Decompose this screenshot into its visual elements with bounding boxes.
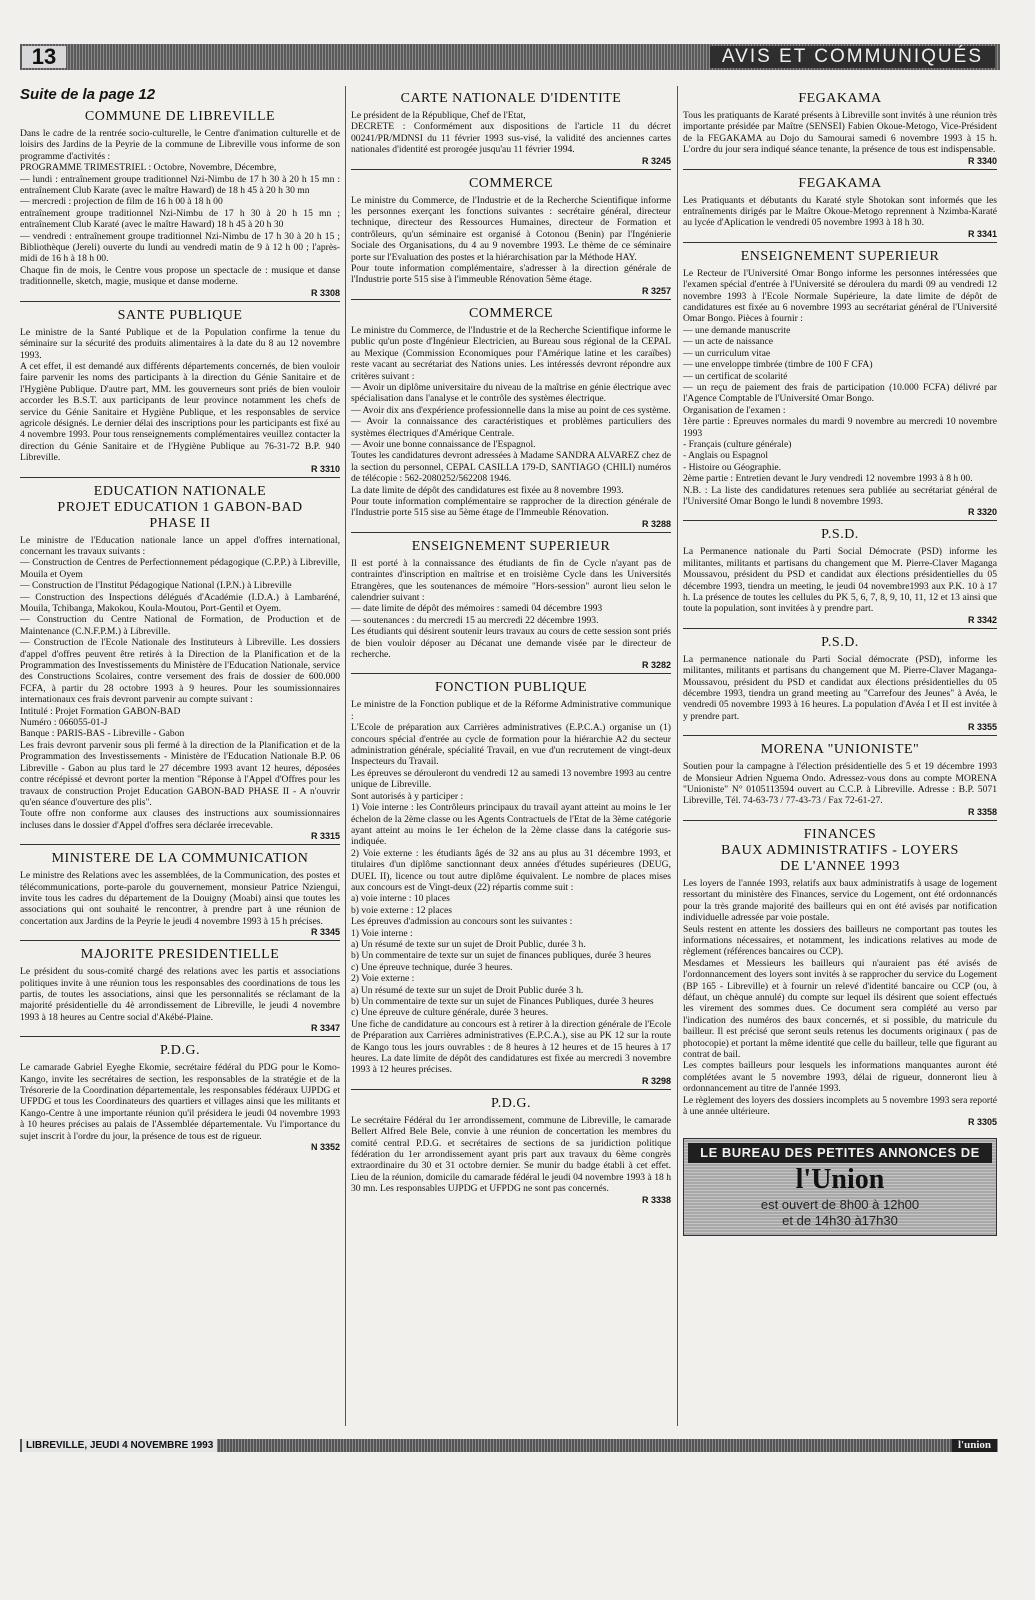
notice-paragraph: La Permanence nationale du Parti Social Démocrate (PSD) informe les militantes, militants et partisans du changement que M. Pierre-Claver Maganga Moussavou, président du PSD et candidat aux élections présidentielles du 05 décembre 1993, tiendra un meeting, le jeudi 04 novembre1993 aux P.K. 10 à 17 h. La présence de toutes les cellules du PK 5, 6, 7, 8, 9, 10, 11, 12 et 13 ainsi que toute la population, sont invitées à y prendre part. xyxy=(683,546,997,615)
notice-paragraph: Toute offre non conforme aux clauses des instructions aux soumissionnaires incluses dans le dossier d'Appel d'offres sera déclarée irrecevable. xyxy=(20,808,340,831)
notice-paragraph: Chaque fin de mois, le Centre vous propose un spectacle de : musique et danse traditionnelle, sketch, magie, musique et danse moderne. xyxy=(20,264,340,288)
notice-paragraph: Mesdames et Messieurs les bailleurs qui n'auraient pas été avisés de l'ordonnancement des loyers sont invités à se rapprocher du service du Logement (BP 165 - Libreville) et à fournir un relevé d'identité bancaire ou CCP (ou, à défaut, un chèque annulé) du compte sur lequel ils désirent que soient effectués les virement des sommes dues. Ce document sera complété au verso par l'indication des numéros des baux concernés, et si possible, du matricule du bailleur. Il est précisé que seront seuls retenus les documents originaux ( pas de photocopie) et portant la même identité que celle du bailleur, telle que figurant au contrat de bail. xyxy=(683,957,997,1060)
notice xyxy=(683,176,997,243)
notice xyxy=(351,539,671,675)
notice-paragraph: — Avoir une bonne connaissance de l'Espagnol. xyxy=(351,438,536,450)
notice-title xyxy=(20,308,340,324)
notice-paragraph: 1) Voie interne : xyxy=(351,927,413,939)
notice-reference: R 3320 xyxy=(967,507,997,518)
notice-paragraph: — Avoir dix ans d'expérience professionnelle dans la mise au point de ces système. xyxy=(351,404,671,416)
notice-title-line: P.D.G. xyxy=(160,1043,200,1059)
notice-reference: R 3310 xyxy=(310,463,340,474)
notice xyxy=(20,851,340,941)
notice-paragraph: Tous les pratiquants de Karaté présents à Libreville sont invités à une réunion très importante présidée par Maître (SENSEI) Fabien Okoue-Metogo, Vice-Président de la FEGAKAMA au Dojo du Samourai samedi 6 novembre 1993 à 15 h. L'ordre du jour sera indiqué séance tenante, la présence de tous est indispensable. xyxy=(683,110,997,156)
notice-paragraph: Le président de la République, Chef de l'Etat, xyxy=(351,110,526,121)
notice-title xyxy=(683,249,997,265)
notice-title-line: CARTE NATIONALE D'IDENTITE xyxy=(400,91,622,106)
notice-paragraph: — un acte de naissance xyxy=(683,336,774,348)
notice-title xyxy=(351,306,671,322)
notice-title xyxy=(20,484,340,532)
notice-paragraph: — Construction de l'Ecole Nationale des Instituteurs à Libreville. Les dossiers d'appel d'offres peuvent être retirés à la Direction de la Planification et de la Programmation des Investissements du Ministère de l'Education Nationale, service des Constructions Scolaires, contre versement des frais de dossier de 600.000 FCFA, à partir du 28 octobre 1993 à 9 heures. Pour les soumissionnaires internationaux ces frais devront parvenir au compte suivant : xyxy=(20,637,340,706)
notice-paragraph: Le ministre de la Santé Publique et de la Population confirme la tenue du séminaire sur la sécurité des produits alimentaires à la date du 8 au 12 novembre 1993. xyxy=(20,326,340,361)
notice-paragraph: — soutenances : du mercredi 15 au mercredi 22 décembre 1993. xyxy=(351,614,599,626)
ad-title: l'Union xyxy=(795,1164,885,1196)
notice xyxy=(351,680,671,1089)
footer-dateline: LIBREVILLE, JEUDI 4 NOVEMBRE 1993 xyxy=(22,1439,217,1452)
notice-reference: R 3340 xyxy=(967,155,997,166)
notice-title-line: EDUCATION NATIONALE xyxy=(93,483,267,499)
ad-hours-morning: est ouvert de 8h00 à 12h00 xyxy=(760,1197,920,1213)
notice-reference: R 3245 xyxy=(641,155,671,166)
notice-paragraph: Le ministre des Relations avec les assemblées, de la Communication, des postes et télécommunications, porte-parole du gouvernement, monsieur Patrice Nziengui, invite tous les cadres du département de la Douigny (Moabi) ainsi que toutes les associations qui ont souhaité le rencontrer, à prendre part à une réunion de concertation aux Jardins de la Peyrie le jeudi 4 novembre 1993 à 15 h précises. xyxy=(20,870,340,927)
notice-paragraph: — lundi : entraînement groupe traditionnel Nzi-Nimbu de 17 h 30 à 20 h 15 mn : entraînement Club Karate (avec le maître Haward) de 18 h 45 à 20 h 30 mn xyxy=(20,173,340,197)
notice-title-line: FONCTION PUBLIQUE xyxy=(435,680,587,696)
notice xyxy=(20,109,340,302)
notice-paragraph: — Construction des Inspections délégués d'Académie (I.D.A.) à Lambaréné, Mouila, Tchibanga, Makokou, Koula-Moutou, Port-Gentil et Oyem. xyxy=(20,591,340,614)
notice-paragraph: Sont autorisés à y participer : xyxy=(351,790,464,802)
notice xyxy=(683,742,997,821)
notice-paragraph: PROGRAMME TRIMESTRIEL : Octobre, Novembre, Décembre, xyxy=(20,162,277,174)
notice-paragraph: — un certificat de scolarité xyxy=(683,370,788,382)
notice-paragraph: L'Ecole de préparation aux Carrières administratives (E.P.C.A.) organise un (1) concours spécial d'entrée au cycle de formation pour la hiérarchie A2 du secteur administration générale, spécialité Travail, en vue d'un recrutement de vingt-deux Inspecteurs du Travail. xyxy=(351,722,671,768)
notice-paragraph: Le ministre de l'Education nationale lance un appel d'offres international, concernant les travaux suivants : xyxy=(20,534,340,557)
notice-paragraph: — Avoir un diplôme universitaire du niveau de la maîtrise en génie électrique avec spécialisation dans l'analyse et le contrôle des systèmes électrique. xyxy=(351,381,671,405)
notice-paragraph: a) voie interne : 10 places xyxy=(351,893,450,905)
notice-reference: R 3315 xyxy=(310,831,340,842)
notice-paragraph: Il est porté à la connaissance des étudiants de fin de Cycle n'ayant pas de contraintes d'inscription en maîtrise et en troisième Cycle dans les Universités Etrangères, que les soutenances de mémoire "Hors-session" auront lieu selon le calendrier suivant : xyxy=(351,557,671,603)
notice xyxy=(351,1096,671,1208)
notice-paragraph: Le règlement des loyers des dossiers incomplets au 5 novembre 1993 sera reporté à une année ultérieure. xyxy=(683,1094,997,1117)
column-rule xyxy=(345,86,346,1426)
notice-paragraph: - Français (culture générale) xyxy=(683,438,792,450)
notice-title-line: P.D.G. xyxy=(491,1095,531,1111)
notice-title-line: P.S.D. xyxy=(821,527,859,543)
notice-paragraph: b) voie externe : 12 places xyxy=(351,904,452,916)
notice-title-line: COMMERCE xyxy=(468,305,554,321)
notice-paragraph: 2ème partie : Entretien devant le Jury vendredi 12 novembre 1993 à 8 h 00. xyxy=(683,473,973,485)
notice-paragraph: — Construction du Centre National de Formation, de Production et de Maintenance (C.N.F.P.M.) à Libreville. xyxy=(20,614,340,637)
notice-reference: R 3282 xyxy=(641,660,671,671)
notice-reference: R 3338 xyxy=(641,1194,671,1205)
notice-paragraph: Les épreuves d'admission au concours sont les suivantes : xyxy=(351,916,573,928)
notice-paragraph: — un curriculum vitae xyxy=(683,347,771,359)
notice-paragraph: Les frais devront parvenir sous pli fermé à la direction de la Planification et de la Programmation des Investissements - Ministère de l'Education Nationale B.P. 06 Libreville - Gabon au plus tard le 27 décembre 1993 avant 12 heures, déposées contre récépissé et devront porter la mention "Réponse à l'Appel d'Offres pour les travaux de construction Projet Education GABON-BAD PHASE II - A n'ouvrir qu'en séance d'ouverture des plis". xyxy=(20,739,340,808)
notice-reference: R 3342 xyxy=(967,614,997,625)
notice-paragraph: - Histoire ou Géographie. xyxy=(683,461,782,473)
notice-reference: R 3355 xyxy=(967,722,997,733)
notice-paragraph: N.B. : La liste des candidatures retenues sera publiée au secrétariat général de l'Université Omar Bongo le lundi 8 novembre 1993. xyxy=(683,484,997,507)
notice-paragraph: Le ministre de la Fonction publique et de la Réforme Administrative communique : xyxy=(351,699,671,722)
notice-paragraph: A cet effet, il est demandé aux différents départements concernés, de bien vouloir faire parvenir les noms des participants à la direction du Génie Sanitaire et de l'Hygiène Publique. D'autre part, MM. les gouverneurs sont priés de bien vouloir accorder les B.S.T. aux participants de leur province notamment les chefs de service du Génie Sanitaire et Hygiène Publique, et les responsables de service agricole désignés. Le dernier délai des inscriptions pour les participants est fixé au 4 novembre 1993. Pour tous renseignements complémentaires veuillez contacter la direction du Génie Sanitaire et de l'Hygiène Publique au 76-31-72 B.P. 940 Libreville. xyxy=(20,360,340,464)
notice-paragraph: Pour toute information complémentaire se rapprocher de la direction générale de l'Industrie porte 515 sise au 5ème étage de l'Immeuble Rénovation. xyxy=(351,495,671,519)
notice-paragraph: c) Une épreuve de culture générale, durée 3 heures. xyxy=(351,1007,549,1019)
notice-reference: R 3347 xyxy=(310,1023,340,1034)
notice-paragraph: Les étudiants qui désirent soutenir leurs travaux au cours de cette session sont priés de bien vouloir déposer au Décanat une demande visée par le directeur de recherche. xyxy=(351,626,671,661)
continued-from: Suite de la page 12 xyxy=(20,86,156,103)
notice-reference: R 3257 xyxy=(641,285,671,296)
footer-masthead: l'union xyxy=(952,1439,997,1452)
notice-title xyxy=(683,635,997,651)
notice-title xyxy=(683,91,997,107)
notice xyxy=(20,484,340,846)
notice-paragraph: Les Pratiquants et débutants du Karaté style Shotokan sont informés que les entraînements dirigés par le Maître Okoue-Metogo reprennent à Nzimba-Karaté au lycée d'Aplication le vendredi 05 novembre 1993 à 18 h 30. xyxy=(683,194,997,229)
notice-paragraph: — une demande manuscrite xyxy=(683,324,791,336)
notice-paragraph: La date limite de dépôt des candidatures est fixée au 8 novembre 1993. xyxy=(351,484,624,496)
notice-title-line: COMMUNE DE LIBREVILLE xyxy=(84,109,276,124)
notice-paragraph: — mercredi : projection de film de 16 h 00 à 18 h 00 xyxy=(20,196,223,208)
notice-paragraph: - Anglais ou Espagnol xyxy=(683,450,769,462)
notice-title-line: FEGAKAMA xyxy=(798,91,882,106)
notice xyxy=(683,635,997,736)
notice-paragraph: Le ministre du Commerce, de l'Industrie et de la Recherche Scientifique informe le public qu'un poste d'Ingénieur Electricien, au Bureau sous régional de la CEPAL au Mexique (Commission Economiques pour l'Amérique latine et les caraïbes) reste vacant au secrétariat des Nations unies. Les intéressés devront répondre aux critères suivant : xyxy=(351,324,671,382)
notice-reference: R 3308 xyxy=(310,287,340,298)
notice-reference: R 3345 xyxy=(310,927,340,938)
page-number: 13 xyxy=(22,46,66,68)
notice xyxy=(683,827,997,1131)
column-rule xyxy=(677,86,678,1426)
notice-paragraph: La permanence nationale du Parti Social démocrate (PSD), informe les militantes, militants et partisans du changement que M. Pierre-Claver Maganga-Moussavou, président du PSD et candidat aux élections présidentielles du 05 décembre 1993, tiendra un grand meeting au "Carrefour des Jeunes" à Avéa, le vendredi 05 novembre 1993 à 16 heures. La population d'Avéa I et II est invitée à y prendre part. xyxy=(683,653,997,722)
notice-paragraph: Le Recteur de l'Université Omar Bongo informe les personnes intéressées que l'examen spécial d'entrée à l'Université se déroulera du mardi 09 au vendredi 12 novembre 1993 à l'Ecole Normale Supérieure, la date limite de dépôt de candidatures est fixée au 6 novembre 1993 au secrétariat général de l'Université Omar Bongo. Pièces à fournir : xyxy=(683,267,997,325)
notice-paragraph: — Construction de Centres de Perfectionnement pédagogique (C.P.P.) à Libreville, Mouila et Oyem xyxy=(20,557,340,580)
notice-paragraph: Banque : PARIS-BAS - Libreville - Gabon xyxy=(20,728,185,740)
notice-title-line: SANTE PUBLIQUE xyxy=(117,307,243,323)
column-1 xyxy=(20,86,340,1426)
notice-title xyxy=(20,1043,340,1059)
notice-title-line: DE L'ANNEE 1993 xyxy=(780,858,900,874)
notice-paragraph: Les loyers de l'année 1993, relatifs aux baux administratifs à usage de logement ressortant du ministère des Finances, service du Logement, ont été ordonnancés pour la très grande majorité des bailleurs qui en ont été avisés par notification individuelle adressée par voie postale. xyxy=(683,877,997,924)
notice xyxy=(20,1043,340,1155)
notice-paragraph: Toutes les candidatures devront adressées à Madame SANDRA ALVAREZ chez de la section du personnel, CEPAL CASILLA 179-D, SANTIAGO (CHILI) numéros de télécopie : 562-2080252/562208 1946. xyxy=(351,450,671,485)
notice-paragraph: Une fiche de candidature au concours est à retirer à la direction générale de l'Ecole de Préparation aux Carrières administratives (E.P.C.A.), sise au PK 12 sur la route de Kango tous les jours ouvrables : de 8 heures à 12 heures et de 15 heures à 17 heures. La date limite de dépôt des candidatures est fixée au mercredi 3 novembre 1993 à 12 heures précises. xyxy=(351,1018,671,1076)
notice-paragraph: Intitulé : Projet Formation GABON-BAD xyxy=(20,705,181,717)
notice-title xyxy=(351,1096,671,1112)
notice-title-line: BAUX ADMINISTRATIFS - LOYERS xyxy=(721,842,959,858)
notice-title xyxy=(20,947,340,963)
notice-title-line: MAJORITE PRESIDENTIELLE xyxy=(80,947,280,963)
notice-title xyxy=(351,176,671,192)
notice-title xyxy=(20,851,340,867)
notice-title-line: PROJET EDUCATION 1 GABON-BAD xyxy=(57,499,303,515)
notice-paragraph: b) Un commentaire de texte sur un sujet de finances publiques, durée 3 heures xyxy=(351,950,651,962)
column-2 xyxy=(351,86,671,1426)
notice-paragraph: entraînement groupe traditionnel Nzi-Nimbu de 17 h 30 à 20 h 15 mn ; entraînement Club Karaté (avec le maître Haward) 18 h 45 à 20 h 30 xyxy=(20,207,340,231)
notice-title-line: FINANCES xyxy=(803,826,877,842)
notice-paragraph: — date limite de dépôt des mémoires : samedi 04 décembre 1993 xyxy=(351,603,603,615)
notice-paragraph: Seuls restent en attente les dossiers des bailleurs ne comportant pas toutes les informations nécessaires, et notamment, les indications relatives au mode de règlement (références bancaires ou CCP). xyxy=(683,923,997,958)
notice-title-line: P.S.D. xyxy=(821,634,859,650)
section-title: AVIS ET COMMUNIQUÉS xyxy=(710,46,995,68)
notice-paragraph: Le président du sous-comité chargé des relations avec les partis et associations politiques invite à une réunion tous les responsables des coordinations de tous les partis, de toutes les associations, ainsi que les personnalités se réclamant de la majorité présidentielle du 4è arrondissement de Libreville, le jeudi 4 novembre 1993 à 18 heures au Centre social d'Akébé-Plaine. xyxy=(20,966,340,1023)
notice-paragraph: 2) Voie externe : les étudiants âgés de 32 ans au plus au 31 décembre 1993, et titulaires d'un diplôme sanctionnant deux années d'études supérieures (DEUG, DUEL II), licence ou tout autre diplôme équivalent. Le nombre de places mises aux concours est de Vingt-deux (22) répartis comme suit : xyxy=(351,847,671,893)
notice-paragraph: 1ère partie : Epreuves normales du mardi 9 novembre au mercredi 10 novembre 1993 xyxy=(683,416,997,439)
notice-title-line: ENSEIGNEMENT SUPERIEUR xyxy=(740,248,940,264)
notice-reference: R 3341 xyxy=(967,228,997,239)
ad-heading: LE BUREAU DES PETITES ANNONCES DE xyxy=(688,1143,992,1163)
notice-paragraph: Soutien pour la campagne à l'élection présidentielle des 5 et 19 décembre 1993 de Monsieur Adrien Nguema Ondo. Adressez-vous dons au compte MORENA "Unioniste" N° 0105113594 ouvert au C.C.P. à Libreville. Adresse : B.P. 5071 Libreville, Tél. 74-63-73 / 77-43-73 / Fax 72-61-27. xyxy=(683,761,997,807)
notice xyxy=(683,91,997,170)
notice-paragraph: Le secrétaire Fédéral du 1er arrondissement, commune de Libreville, le camarade Bellert Alfred Bele Bele, convie à une réunion de concertation les membres du comité central P.D.G. et secrétaires de sections de sa juridiction politique fédération du 1er arrondissement ayant pris part aux travaux du 6ème congrès extraordinaire du 30 et 31 octobre dernier. Se munir du badge établi à cet effet. Lieu de la réunion, domicile du camarade fédéral le jeudi 04 novembre 1993 à 18 h 30 mn. Les responsables UJPDG et UFPDG ne sont pas concernés. xyxy=(351,1114,671,1195)
notice-title-line: COMMERCE xyxy=(468,175,554,191)
notice-paragraph: c) Une épreuve technique, durée 3 heures. xyxy=(351,961,513,973)
notice-title xyxy=(683,742,997,758)
notice-reference: N 3352 xyxy=(310,1142,340,1153)
notice-paragraph: — vendredi : entraînement groupe traditionnel Nzi-Nimbu de 17 h 30 à 20 h 15 ; Bibliothèque (Jereli) ouverte du lundi au vendredi matin de 9 à 12 h 00 ; l'après-midi de 16 h à 18 h 00. xyxy=(20,230,340,265)
notice-paragraph: b) Un commentaire de texte sur un sujet de Finances Publiques, durée 3 heures xyxy=(351,996,654,1007)
notice-reference: R 3298 xyxy=(641,1075,671,1086)
notice xyxy=(683,527,997,628)
notice-paragraph: Numéro : 066055-01-J xyxy=(20,717,108,729)
notice-reference: R 3288 xyxy=(641,518,671,529)
notice-title-line: MORENA "UNIONISTE" xyxy=(760,742,920,758)
notice-title xyxy=(683,527,997,543)
notice-paragraph: 1) Voie interne : les Contrôleurs principaux du travail ayant atteint au moins le 1er échelon de la 2ème classe ou les Agents Contractuels de l'Etat de la 3ème catégorie ayant atteint au moins le 1er échelon de la 2ème classe dans la catégorie sus-indiquée. xyxy=(351,802,671,848)
notice xyxy=(20,947,340,1037)
notice xyxy=(683,249,997,522)
notice-paragraph: a) Un résumé de texte sur un sujet de Droit Public, durée 3 h. xyxy=(351,938,586,950)
notice-paragraph: — Construction de l'Institut Pédagogique National (I.P.N.) à Libreville xyxy=(20,580,292,592)
notice-title xyxy=(351,539,671,555)
notice-title xyxy=(351,91,671,107)
notice xyxy=(351,176,671,300)
notice-reference: R 3305 xyxy=(967,1117,997,1128)
notice-title-line: MINISTERE DE LA COMMUNICATION xyxy=(51,851,309,867)
notice-paragraph: — un reçu de paiement des frais de participation (10.000 FCFA) délivré par l'Agence Comptable de l'Université Omar Bongo. xyxy=(683,381,997,405)
notice-paragraph: Le ministre du Commerce, de l'Industrie et de la Recherche Scientifique informe les personnes exerçant les fonctions suivantes : secrétaire général, directeur technique, directeur des Ressources Humaines, directeur de Formation et contrôleurs, qu'un séminaire est organisé à Cotonou (Benin) par l'Ingénierie Sociale des Organisations, du 4 au 9 novembre 1993. Le thème de ce séminaire porte sur l'Evaluation des postes et la hiérarchisation par la Méthode HAY. xyxy=(351,194,671,263)
notice-paragraph: Les comptes bailleurs pour lesquels les informations manquantes auront été complétées avant le 5 novembre 1993, délai de rigueur, donneront lieu à ordonnancement au titre de l'année 1993. xyxy=(683,1060,997,1095)
notice-paragraph: 2) Voie externe : xyxy=(351,973,415,985)
notice-paragraph: Les épreuves se dérouleront du vendredi 12 au samedi 13 novembre 1993 au centre unique de Libreville. xyxy=(351,767,671,791)
column-3 xyxy=(683,86,997,1426)
notice xyxy=(351,306,671,533)
petites-annonces-ad xyxy=(683,1138,997,1236)
ad-hours-afternoon: et de 14h30 à17h30 xyxy=(782,1213,898,1229)
notice xyxy=(20,308,340,478)
notice-paragraph: Dans le cadre de la rentrée socio-culturelle, le Centre d'animation culturelle et de loisirs des Jardins de la Peyrie de la commune de Libreville vous informe de son programme d'activités : xyxy=(20,128,340,162)
notice-paragraph: a) Un résumé de texte sur un sujet de Droit Public durée 3 h. xyxy=(351,984,584,996)
notice-title xyxy=(683,827,997,875)
notice-title-line: ENSEIGNEMENT SUPERIEUR xyxy=(411,538,611,554)
notice-title xyxy=(351,680,671,696)
notice-reference: R 3358 xyxy=(967,806,997,817)
notice-paragraph: — une enveloppe timbrée (timbre de 100 F CFA) xyxy=(683,359,873,371)
notice-paragraph: Pour toute information complémentaire, s'adresser à la direction générale de l'Industrie porte 515 sise à l'immeuble Rénovation 5ème étage. xyxy=(351,263,671,286)
notice-title xyxy=(683,176,997,192)
notice-paragraph: DECRETE : Conformément aux dispositions de l'article 11 du décret 00241/PR/MDNSI du 11 février 1993 sus-visé, la validité des anciennes cartes nationales d'identité est prorogée jusqu'au 11 février 1994. xyxy=(351,121,671,156)
notice-paragraph: Le camarade Gabriel Eyeghe Ekomie, secrétaire fédéral du PDG pour le Komo-Kango, invite les secrétaires de section, les responsables de la stratégie et de la Trésorerie de la Coordination départementale, les responsables fédéraux UJPDG et UFPDG et tous les Coordinateurs des quartiers et villages ainsi que les militants et Kango-Centre à une importante réunion qu'il présidera le jeudi 04 novembre 1993 à 10 heures précises au palais de l'Assemblée départementale. Vu l'importance du sujet inscrit à l'ordre du jour, la présence de tous est de rigueur. xyxy=(20,1062,340,1142)
notice-title-line: FEGAKAMA xyxy=(798,175,882,191)
notice-paragraph: Organisation de l'examen : xyxy=(683,404,786,416)
notice-title-line: PHASE II xyxy=(149,515,211,531)
notice-paragraph: — Avoir la connaissance des caractéristiques et problèmes particuliers des systèmes électriques d'Amérique Centrale. xyxy=(351,416,671,439)
notice xyxy=(351,91,671,170)
notice-title xyxy=(20,109,340,125)
